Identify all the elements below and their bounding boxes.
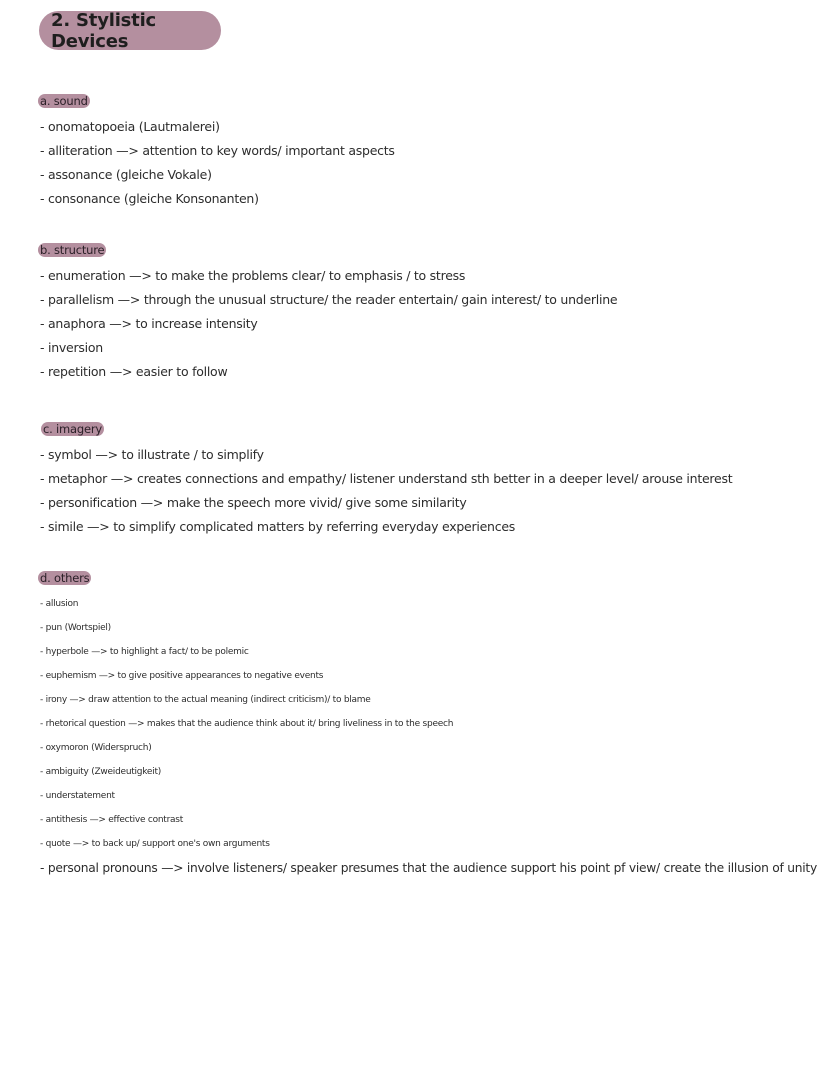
list-item: - euphemism —> to give positive appearances to negative events <box>40 671 324 681</box>
list-item: - onomatopoeia (Lautmalerei) <box>40 119 220 134</box>
page-title <box>39 11 221 50</box>
imagery-list <box>40 443 732 539</box>
list-item: - repetition —> easier to follow <box>40 364 228 379</box>
section-heading: d. others <box>40 571 90 585</box>
section-imagery <box>0 418 828 437</box>
others-list <box>40 592 817 880</box>
list-item: - assonance (gleiche Vokale) <box>40 167 212 182</box>
sound-list <box>40 115 395 211</box>
section-heading: a. sound <box>40 94 88 108</box>
list-item: - anaphora —> to increase intensity <box>40 316 258 331</box>
list-item: - quote —> to back up/ support one's own arguments <box>40 839 270 849</box>
section-structure <box>0 239 828 258</box>
list-item: - consonance (gleiche Konsonanten) <box>40 191 259 206</box>
list-item: - hyperbole —> to highlight a fact/ to be polemic <box>40 647 249 657</box>
section-heading: b. structure <box>40 243 105 257</box>
list-item: - symbol —> to illustrate / to simplify <box>40 447 264 462</box>
list-item: - personal pronouns —> involve listeners/ speaker presumes that the audience support his point pf view/ create the illusion of unity <box>40 861 817 875</box>
list-item: - pun (Wortspiel) <box>40 623 111 633</box>
list-item: - allusion <box>40 599 79 609</box>
section-others <box>0 567 828 586</box>
list-item: - alliteration —> attention to key words/ important aspects <box>40 143 395 158</box>
page-title-text: 2. Stylistic Devices <box>51 9 157 52</box>
list-item: - understatement <box>40 791 115 801</box>
list-item: - ambiguity (Zweideutigkeit) <box>40 767 161 777</box>
list-item: - enumeration —> to make the problems clear/ to emphasis / to stress <box>40 268 466 283</box>
list-item: - oxymoron (Widerspruch) <box>40 743 152 753</box>
list-item: - personification —> make the speech more vivid/ give some similarity <box>40 495 467 510</box>
list-item: - rhetorical question —> makes that the audience think about it/ bring liveliness in to the speech <box>40 719 454 729</box>
list-item: - metaphor —> creates connections and empathy/ listener understand sth better in a deeper level/ arouse interest <box>40 471 733 486</box>
list-item: - antithesis —> effective contrast <box>40 815 184 825</box>
structure-list <box>40 264 617 384</box>
section-heading: c. imagery <box>43 422 102 436</box>
section-sound <box>0 90 828 109</box>
list-item: - simile —> to simplify complicated matters by referring everyday experiences <box>40 519 516 534</box>
list-item: - irony —> draw attention to the actual meaning (indirect criticism)/ to blame <box>40 695 371 705</box>
list-item: - parallelism —> through the unusual structure/ the reader entertain/ gain interest/ to underline <box>40 292 618 307</box>
list-item: - inversion <box>40 340 103 355</box>
